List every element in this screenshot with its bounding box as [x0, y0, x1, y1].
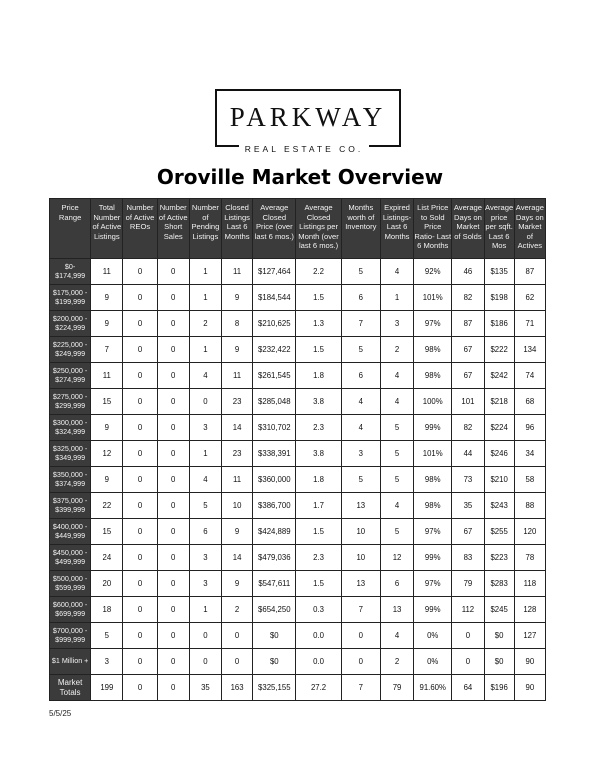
- table-cell: 6: [341, 363, 380, 389]
- table-cell: 23: [222, 389, 253, 415]
- price-range-cell: $250,000 - $274,999: [50, 363, 91, 389]
- table-cell: 0: [123, 311, 157, 337]
- table-cell: 12: [380, 545, 413, 571]
- column-header: Average price per sqft. Last 6 Mos: [484, 199, 514, 259]
- table-cell: 4: [189, 363, 221, 389]
- table-cell: $196: [484, 675, 514, 701]
- table-cell: 0: [123, 571, 157, 597]
- table-cell: 64: [452, 675, 484, 701]
- table-cell: 73: [452, 467, 484, 493]
- table-cell: 35: [452, 493, 484, 519]
- market-table: [49, 198, 546, 701]
- page-title: Oroville Market Overview: [156, 165, 444, 189]
- table-cell: 0: [123, 675, 157, 701]
- table-cell: $186: [484, 311, 514, 337]
- table-header-row: [50, 199, 546, 259]
- table-cell: 0: [157, 571, 189, 597]
- table-cell: 2.2: [296, 259, 341, 285]
- column-header: List Price to Sold Price Ratio- Last 6 Months: [414, 199, 452, 259]
- table-cell: 4: [380, 623, 413, 649]
- table-row: [50, 597, 546, 623]
- table-cell: 78: [514, 545, 545, 571]
- table-cell: 0: [157, 649, 189, 675]
- table-cell: 88: [514, 493, 545, 519]
- price-range-cell: $400,000 - $449,999: [50, 519, 91, 545]
- table-cell: 0: [123, 363, 157, 389]
- table-cell: $654,250: [253, 597, 296, 623]
- table-cell: 67: [452, 363, 484, 389]
- table-cell: $218: [484, 389, 514, 415]
- price-range-cell: $375,000 - $399,999: [50, 493, 91, 519]
- column-header: Average Days on Market of Actives: [514, 199, 545, 259]
- table-cell: 27.2: [296, 675, 341, 701]
- table-cell: 5: [380, 441, 413, 467]
- table-cell: 23: [222, 441, 253, 467]
- table-cell: 163: [222, 675, 253, 701]
- table-cell: 0: [452, 623, 484, 649]
- table-row: [50, 363, 546, 389]
- table-cell: 0: [157, 259, 189, 285]
- table-cell: 83: [452, 545, 484, 571]
- table-row: [50, 285, 546, 311]
- table-cell: 4: [341, 389, 380, 415]
- table-cell: 4: [380, 389, 413, 415]
- table-cell: 0.3: [296, 597, 341, 623]
- table-cell: 10: [341, 545, 380, 571]
- table-cell: $223: [484, 545, 514, 571]
- table-cell: 5: [91, 623, 123, 649]
- table-cell: $310,702: [253, 415, 296, 441]
- table-cell: 100%: [414, 389, 452, 415]
- table-cell: 101: [452, 389, 484, 415]
- table-cell: $0: [253, 649, 296, 675]
- table-row: [50, 311, 546, 337]
- table-row: [50, 337, 546, 363]
- table-cell: 1: [380, 285, 413, 311]
- table-cell: $386,700: [253, 493, 296, 519]
- table-cell: 1.8: [296, 363, 341, 389]
- table-cell: 0%: [414, 649, 452, 675]
- table-cell: 0: [123, 259, 157, 285]
- column-header: Months worth of Inventory: [341, 199, 380, 259]
- price-range-cell: $600,000 - $699,999: [50, 597, 91, 623]
- table-cell: 87: [514, 259, 545, 285]
- column-header: Average Closed Listings per Month (over last 6 mos.): [296, 199, 341, 259]
- table-cell: 0: [157, 285, 189, 311]
- table-cell: $210: [484, 467, 514, 493]
- table-cell: 2.3: [296, 415, 341, 441]
- column-header: Total Number of Active Listings: [91, 199, 123, 259]
- table-cell: 18: [91, 597, 123, 623]
- table-cell: 0: [157, 337, 189, 363]
- table-cell: 0: [123, 519, 157, 545]
- table-cell: 0: [157, 623, 189, 649]
- column-header: Average Days on Market of Solds: [452, 199, 484, 259]
- table-cell: $547,611: [253, 571, 296, 597]
- table-cell: 0: [222, 623, 253, 649]
- table-cell: 11: [91, 259, 123, 285]
- table-cell: 2: [222, 597, 253, 623]
- table-cell: 96: [514, 415, 545, 441]
- table-cell: $242: [484, 363, 514, 389]
- table-cell: 3: [189, 571, 221, 597]
- table-cell: 90: [514, 675, 545, 701]
- table-cell: 13: [341, 571, 380, 597]
- table-cell: 97%: [414, 571, 452, 597]
- table-cell: 1: [189, 285, 221, 311]
- table-cell: 98%: [414, 363, 452, 389]
- table-cell: 6: [341, 285, 380, 311]
- column-header: Number of Pending Listings: [189, 199, 221, 259]
- table-cell: 0: [452, 649, 484, 675]
- table-cell: 1.3: [296, 311, 341, 337]
- table-body: [50, 259, 546, 701]
- table-cell: 5: [341, 467, 380, 493]
- table-cell: 87: [452, 311, 484, 337]
- table-cell: $232,422: [253, 337, 296, 363]
- table-cell: 0: [157, 363, 189, 389]
- table-cell: 3: [91, 649, 123, 675]
- table-cell: 3: [380, 311, 413, 337]
- table-cell: 67: [452, 519, 484, 545]
- table-cell: 62: [514, 285, 545, 311]
- table-cell: 9: [91, 311, 123, 337]
- table-cell: 0: [157, 493, 189, 519]
- table-cell: 6: [380, 571, 413, 597]
- table-cell: 3: [189, 545, 221, 571]
- table-cell: 1.8: [296, 467, 341, 493]
- totals-row: [50, 675, 546, 701]
- table-cell: 0: [157, 545, 189, 571]
- table-row: [50, 259, 546, 285]
- table-cell: 68: [514, 389, 545, 415]
- table-row: [50, 623, 546, 649]
- table-cell: 98%: [414, 337, 452, 363]
- column-header: Number of Active REOs: [123, 199, 157, 259]
- table-cell: 0: [157, 441, 189, 467]
- table-cell: 6: [189, 519, 221, 545]
- table-cell: 79: [452, 571, 484, 597]
- table-cell: 4: [380, 259, 413, 285]
- table-cell: 2: [380, 649, 413, 675]
- table-cell: 9: [91, 467, 123, 493]
- table-cell: 46: [452, 259, 484, 285]
- table-cell: 13: [380, 597, 413, 623]
- table-cell: 12: [91, 441, 123, 467]
- table-cell: 11: [91, 363, 123, 389]
- table-cell: 2.3: [296, 545, 341, 571]
- table-cell: 127: [514, 623, 545, 649]
- table-row: [50, 441, 546, 467]
- table-cell: 67: [452, 337, 484, 363]
- table-cell: 0: [341, 623, 380, 649]
- table-cell: 58: [514, 467, 545, 493]
- price-range-cell: $450,000 - $499,999: [50, 545, 91, 571]
- table-cell: 5: [341, 259, 380, 285]
- table-cell: 0: [123, 415, 157, 441]
- table-row: [50, 519, 546, 545]
- table-cell: 0: [189, 623, 221, 649]
- table-cell: 0: [157, 597, 189, 623]
- table-cell: 3: [189, 415, 221, 441]
- table-cell: 199: [91, 675, 123, 701]
- table-cell: 91.60%: [414, 675, 452, 701]
- table-cell: 0: [123, 493, 157, 519]
- table-cell: 1.7: [296, 493, 341, 519]
- table-cell: 1.5: [296, 571, 341, 597]
- table-cell: 99%: [414, 415, 452, 441]
- price-range-cell: $350,000 - $374,999: [50, 467, 91, 493]
- table-cell: $0: [484, 649, 514, 675]
- table-cell: 7: [341, 675, 380, 701]
- table-cell: $127,464: [253, 259, 296, 285]
- table-cell: 97%: [414, 519, 452, 545]
- table-cell: 0.0: [296, 623, 341, 649]
- table-cell: 112: [452, 597, 484, 623]
- table-cell: 118: [514, 571, 545, 597]
- table-cell: 7: [341, 597, 380, 623]
- table-cell: $210,625: [253, 311, 296, 337]
- price-range-cell: $325,000 - $349,999: [50, 441, 91, 467]
- table-cell: 8: [222, 311, 253, 337]
- table-cell: 7: [341, 311, 380, 337]
- table-cell: 44: [452, 441, 484, 467]
- price-range-cell: $0- $174,999: [50, 259, 91, 285]
- table-cell: 0: [189, 649, 221, 675]
- price-range-cell: $500,000 - $599,999: [50, 571, 91, 597]
- table-cell: 11: [222, 259, 253, 285]
- table-cell: 0: [123, 285, 157, 311]
- table-cell: $424,889: [253, 519, 296, 545]
- logo-name: PARKWAY: [229, 102, 387, 132]
- table-cell: 11: [222, 363, 253, 389]
- table-cell: $479,036: [253, 545, 296, 571]
- table-cell: 0: [222, 649, 253, 675]
- table-cell: 0: [123, 597, 157, 623]
- table-cell: $135: [484, 259, 514, 285]
- table-cell: 34: [514, 441, 545, 467]
- table-cell: 4: [341, 415, 380, 441]
- table-cell: 0: [157, 519, 189, 545]
- price-range-cell: $300,000 - $324,999: [50, 415, 91, 441]
- table-cell: 79: [380, 675, 413, 701]
- table-cell: 20: [91, 571, 123, 597]
- table-row: [50, 545, 546, 571]
- table-cell: 134: [514, 337, 545, 363]
- column-header: Expired Listings- Last 6 Months: [380, 199, 413, 259]
- table-cell: 0%: [414, 623, 452, 649]
- table-cell: 99%: [414, 545, 452, 571]
- table-cell: 71: [514, 311, 545, 337]
- table-cell: $285,048: [253, 389, 296, 415]
- table-cell: 9: [222, 285, 253, 311]
- table-cell: 4: [380, 493, 413, 519]
- table-cell: 10: [341, 519, 380, 545]
- table-cell: 0: [341, 649, 380, 675]
- table-cell: 7: [91, 337, 123, 363]
- table-cell: $224: [484, 415, 514, 441]
- table-cell: 1: [189, 597, 221, 623]
- table-cell: 14: [222, 415, 253, 441]
- table-row: [50, 649, 546, 675]
- table-cell: 4: [380, 363, 413, 389]
- table-cell: 1: [189, 337, 221, 363]
- table-cell: 0: [123, 545, 157, 571]
- table-cell: 0: [157, 415, 189, 441]
- table-row: [50, 571, 546, 597]
- table-cell: 24: [91, 545, 123, 571]
- table-cell: 98%: [414, 493, 452, 519]
- table-cell: $255: [484, 519, 514, 545]
- table-cell: 0: [157, 675, 189, 701]
- table-cell: $0: [253, 623, 296, 649]
- price-range-cell: $200,000 - $224,999: [50, 311, 91, 337]
- table-cell: 2: [380, 337, 413, 363]
- table-cell: 0: [123, 337, 157, 363]
- price-range-cell: $275,000 - $299,999: [50, 389, 91, 415]
- table-row: [50, 389, 546, 415]
- table-cell: 0: [157, 389, 189, 415]
- table-cell: 5: [380, 467, 413, 493]
- table-cell: 2: [189, 311, 221, 337]
- table-cell: $325,155: [253, 675, 296, 701]
- table-cell: $198: [484, 285, 514, 311]
- table-cell: 10: [222, 493, 253, 519]
- table-cell: 3: [341, 441, 380, 467]
- table-cell: 1: [189, 259, 221, 285]
- table-cell: 0: [157, 311, 189, 337]
- table-cell: 9: [222, 571, 253, 597]
- table-cell: $283: [484, 571, 514, 597]
- table-cell: 0: [123, 389, 157, 415]
- table-cell: 5: [341, 337, 380, 363]
- table-cell: 0: [123, 467, 157, 493]
- table-cell: 0: [123, 623, 157, 649]
- table-cell: 74: [514, 363, 545, 389]
- table-cell: 120: [514, 519, 545, 545]
- table-cell: 0.0: [296, 649, 341, 675]
- table-cell: 9: [222, 519, 253, 545]
- table-cell: 0: [189, 389, 221, 415]
- table-cell: $246: [484, 441, 514, 467]
- table-cell: 128: [514, 597, 545, 623]
- table-cell: $360,000: [253, 467, 296, 493]
- table-cell: 15: [91, 389, 123, 415]
- table-cell: $243: [484, 493, 514, 519]
- table-cell: 82: [452, 285, 484, 311]
- table-cell: 1: [189, 441, 221, 467]
- table-cell: 5: [380, 519, 413, 545]
- price-range-cell: $175,000 - $199,999: [50, 285, 91, 311]
- table-cell: 3.8: [296, 389, 341, 415]
- table-cell: $338,391: [253, 441, 296, 467]
- table-cell: 11: [222, 467, 253, 493]
- column-header: Closed Listings Last 6 Months: [222, 199, 253, 259]
- table-cell: 98%: [414, 467, 452, 493]
- column-header: Number of Active Short Sales: [157, 199, 189, 259]
- table-cell: 1.5: [296, 337, 341, 363]
- logo-tagline-wrap: [0, 139, 600, 153]
- column-header: Price Range: [50, 199, 91, 259]
- price-range-cell: $700,000 - $999,999: [50, 623, 91, 649]
- table-cell: $184,544: [253, 285, 296, 311]
- table-cell: 82: [452, 415, 484, 441]
- table-cell: 90: [514, 649, 545, 675]
- table-row: [50, 467, 546, 493]
- table-cell: 0: [123, 649, 157, 675]
- table-cell: 3.8: [296, 441, 341, 467]
- table-cell: 1.5: [296, 519, 341, 545]
- table-cell: 13: [341, 493, 380, 519]
- table-cell: 15: [91, 519, 123, 545]
- table-cell: $245: [484, 597, 514, 623]
- table-cell: 35: [189, 675, 221, 701]
- table-cell: 97%: [414, 311, 452, 337]
- table-cell: 5: [189, 493, 221, 519]
- report-date: 5/5/25: [49, 709, 72, 718]
- price-range-cell: $225,000 - $249,999: [50, 337, 91, 363]
- table-row: [50, 493, 546, 519]
- table-cell: $222: [484, 337, 514, 363]
- table-cell: 5: [380, 415, 413, 441]
- table-cell: 9: [222, 337, 253, 363]
- table-cell: 9: [91, 285, 123, 311]
- table-cell: 9: [91, 415, 123, 441]
- table-cell: 101%: [414, 285, 452, 311]
- table-cell: $0: [484, 623, 514, 649]
- table-cell: 92%: [414, 259, 452, 285]
- table-cell: 99%: [414, 597, 452, 623]
- table-cell: 4: [189, 467, 221, 493]
- table-cell: 22: [91, 493, 123, 519]
- table-cell: 0: [157, 467, 189, 493]
- table-cell: $261,545: [253, 363, 296, 389]
- table-cell: 0: [123, 441, 157, 467]
- column-header: Average Closed Price (over last 6 mos.): [253, 199, 296, 259]
- table-cell: 1.5: [296, 285, 341, 311]
- logo-tagline: REAL ESTATE CO.: [239, 142, 370, 156]
- table-cell: 14: [222, 545, 253, 571]
- price-range-cell: $1 Million +: [50, 649, 91, 675]
- totals-label: Market Totals: [50, 675, 91, 701]
- table-cell: 101%: [414, 441, 452, 467]
- table-row: [50, 415, 546, 441]
